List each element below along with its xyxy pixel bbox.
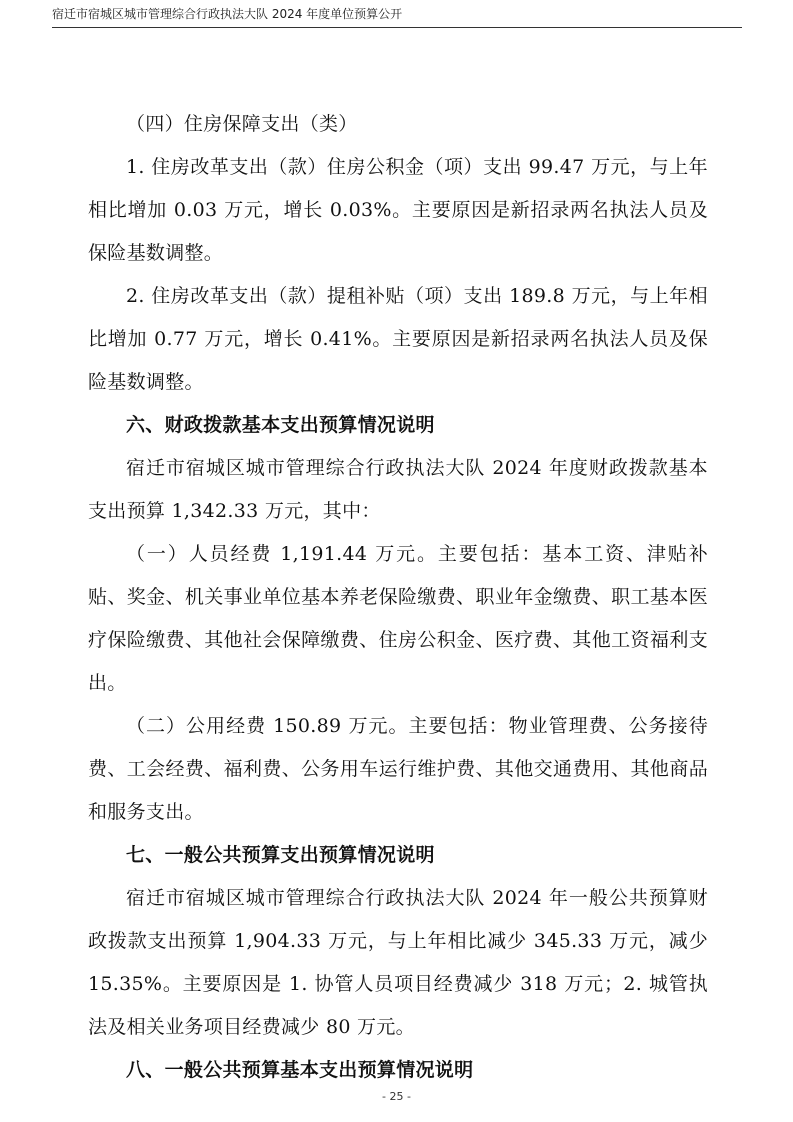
paragraph-personnel-expenses: （一）人员经费 1,191.44 万元。主要包括：基本工资、津贴补贴、奖金、机关事业单位基本养老保险缴费、职业年金缴费、职工基本医疗保险缴费、其他社会保障缴费、住房公积金、医疗费、其他工资福利支出。: [88, 543, 708, 694]
section-heading-8: 八、一般公共预算基本支出预算情况说明: [126, 1059, 474, 1081]
page-number: - 25 -: [382, 1090, 411, 1103]
paragraph-public-expenses: （二）公用经费 150.89 万元。主要包括：物业管理费、公务接待费、工会经费、福利费、公务用车运行维护费、其他交通费用、其他商品和服务支出。: [88, 715, 708, 823]
document-body: [88, 103, 708, 1092]
document-header: 宿迁市宿城区城市管理综合行政执法大队 2024 年度单位预算公开: [52, 7, 403, 21]
section-heading-housing: （四）住房保障支出（类）: [126, 113, 358, 135]
paragraph-housing-fund: 1. 住房改革支出（款）住房公积金（项）支出 99.47 万元，与上年相比增加 0.03 万元，增长 0.03%。主要原因是新招录两名执法人员及保险基数调整。: [88, 156, 708, 264]
paragraph-basic-expenditure: 宿迁市宿城区城市管理综合行政执法大队 2024 年度财政拨款基本支出预算 1,342.33 万元，其中：: [88, 457, 708, 522]
section-heading-7: 七、一般公共预算支出预算情况说明: [126, 844, 435, 866]
paragraph-general-budget: 宿迁市宿城区城市管理综合行政执法大队 2024 年一般公共预算财政拨款支出预算 1,904.33 万元，与上年相比减少 345.33 万元，减少 15.35%。主要原因是 1. 协管人员项目经费减少 318 万元；2. 城管执法及相关业务项目经费减少 80 万元。: [88, 887, 708, 1038]
header-divider: [52, 27, 742, 28]
section-heading-6: 六、财政拨款基本支出预算情况说明: [126, 414, 435, 436]
paragraph-rent-subsidy: 2. 住房改革支出（款）提租补贴（项）支出 189.8 万元，与上年相比增加 0.77 万元，增长 0.41%。主要原因是新招录两名执法人员及保险基数调整。: [88, 285, 708, 393]
